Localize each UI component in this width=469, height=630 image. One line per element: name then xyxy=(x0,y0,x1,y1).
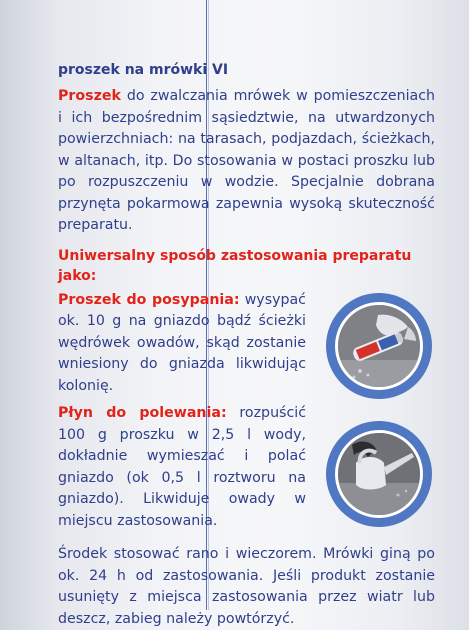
usage-heading: Uniwersalny sposób zastosowania preparatu jako: xyxy=(58,247,412,284)
liquid-paragraph xyxy=(58,403,306,532)
powder-text: wysypać ok. 10 g na gniazdo bądź ścieżki wędrówek owadów, skąd zostanie wniesiony do gniazda likwidując kolonię. xyxy=(58,291,306,394)
application-notes: Środek stosować rano i wieczorem. Mrówki giną po ok. 24 h od zastosowania. Jeśli produkt zostanie usunięty z miejsca zastosowania przez wiatr lub deszcz, zabieg należy powtórzyć. xyxy=(58,546,435,627)
leaflet-content xyxy=(58,62,435,630)
powder-lead: Proszek do posypania: xyxy=(58,291,240,308)
intro-lead: Proszek xyxy=(58,88,121,104)
hand-sprinkling-powder-photo xyxy=(326,293,432,399)
intro-text: do zwalczania mrówek w pomieszczeniach i ich bezpośrednim sąsiedztwie, na utwardzonych powierzchniach: na tarasach, podjazdach, ścieżkach, w altanach, itp. Do stosowania w postaci proszku lub po rozpuszczeniu w wodzie. Specjalnie dobrana przynęta pokarmowa zapewnia wysoką skuteczność preparatu. xyxy=(58,88,435,233)
intro-paragraph xyxy=(58,86,435,237)
liquid-section xyxy=(58,403,435,532)
watering-can-photo xyxy=(326,421,432,527)
liquid-lead: Płyn do polewania: xyxy=(58,405,227,421)
liquid-text: rozpuścić 100 g proszku w 2,5 l wody, dokładnie wymieszać i polać gniazdo (ok 0,5 l roztworu na gniazdo). Likwiduje owady w miejscu zastosowania. xyxy=(58,405,306,529)
powder-section xyxy=(58,290,435,398)
powder-paragraph xyxy=(58,290,306,398)
product-title: proszek na mrówki VI xyxy=(58,62,229,78)
